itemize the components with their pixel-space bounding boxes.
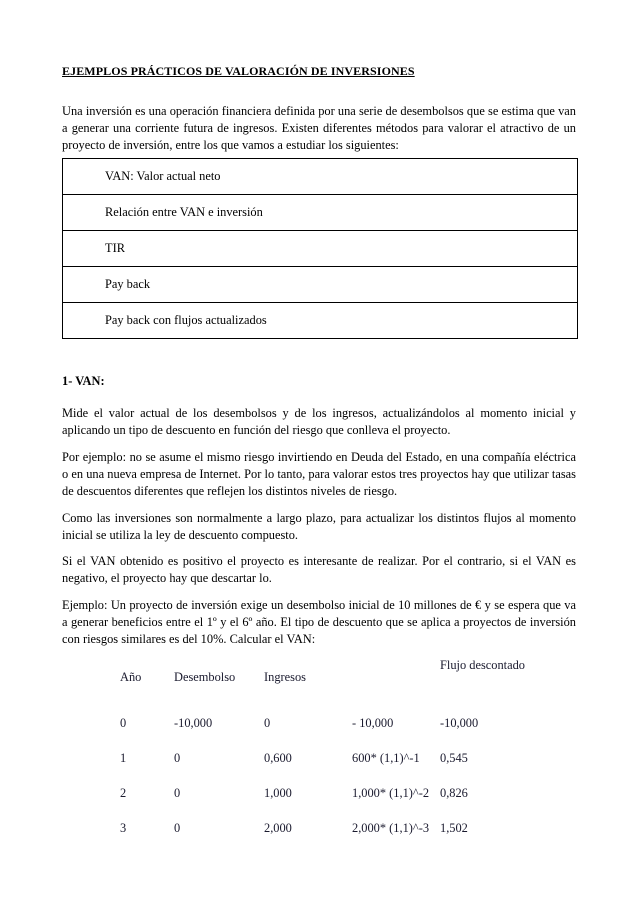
table-cell: 2,000 [264, 821, 292, 835]
table-cell: -10,000 [174, 716, 213, 730]
methods-row [63, 159, 578, 195]
table-cell: 600* (1,1)^-1 [352, 751, 420, 765]
section-heading-van: 1- VAN: [62, 374, 105, 388]
method-cell [63, 195, 578, 231]
methods-row [63, 231, 578, 267]
table-cell: - 10,000 [352, 716, 394, 730]
methods-row [63, 303, 578, 339]
table-cell: 0,545 [440, 751, 468, 765]
van-paragraph-3: Como las inversiones son normalmente a largo plazo, para actualizar los distintos flujos al momento inicial se utiliza la ley de descuento compuesto. [62, 511, 576, 543]
intro-paragraph: Una inversión es una operación financiera definida por una serie de desembolsos que se estima que van a generar una corriente futura de ingresos. Existen diferentes métodos para valorar el atractivo de un proyecto de inversión, entre los que vamos a estudiar los siguientes: [62, 104, 576, 153]
header-cell: Desembolso [174, 670, 236, 684]
method-cell [63, 231, 578, 267]
method-label: Relación entre VAN e inversión [105, 205, 263, 219]
table-cell: 0 [264, 716, 271, 730]
van-paragraph-1: Mide el valor actual de los desembolsos y de los ingresos, actualizándolos al momento inicial y aplicando un tipo de descuento en función del riesgo que conlleva el proyecto. [62, 406, 576, 438]
van-paragraph-5: Ejemplo: Un proyecto de inversión exige un desembolso inicial de 10 millones de € y se espera que va a generar beneficios entre el 1º y el 6º año. El tipo de descuento que se aplica a proyectos de inversión con riesgos similares es del 10%. Calcular el VAN: [62, 598, 576, 647]
van-paragraph-2: Por ejemplo: no se asume el mismo riesgo invirtiendo en Deuda del Estado, en una compañía eléctrica o en una nueva empresa de Internet. Por lo tanto, para valorar estos tres proyectos hay que utilizar tasas de descuentos diferentes que reflejen los distintos niveles de riesgo. [62, 450, 576, 499]
table-row [108, 786, 560, 821]
header-cell: Año [120, 670, 142, 684]
table-row [108, 821, 560, 856]
methods-row [63, 267, 578, 303]
methods-table [62, 158, 578, 339]
method-label: Pay back [105, 277, 151, 291]
example-table [108, 658, 560, 856]
table-cell: 1,000* (1,1)^-2 [352, 786, 430, 800]
header-cell [352, 658, 440, 716]
method-cell [63, 159, 578, 195]
table-cell: 0 [174, 751, 181, 765]
method-label: Pay back con flujos actualizados [105, 313, 267, 327]
table-header-row [108, 658, 560, 716]
table-cell: 0 [174, 786, 181, 800]
table-row [108, 716, 560, 751]
table-row [108, 751, 560, 786]
method-label: TIR [105, 241, 125, 255]
table-cell: 0,600 [264, 751, 292, 765]
table-cell: 0 [174, 821, 181, 835]
method-cell [63, 303, 578, 339]
table-cell: 1 [120, 751, 127, 765]
method-cell [63, 267, 578, 303]
table-cell: 0,826 [440, 786, 468, 800]
van-paragraph-4: Si el VAN obtenido es positivo el proyecto es interesante de realizar. Por el contrario, si el VAN es negativo, el proyecto hay que descartar lo. [62, 554, 576, 586]
header-cell: Ingresos [264, 670, 306, 684]
table-cell: 2,000* (1,1)^-3 [352, 821, 430, 835]
document-title: EJEMPLOS PRÁCTICOS DE VALORACIÓN DE INVERSIONES [62, 64, 415, 78]
table-cell: 0 [120, 716, 127, 730]
method-label: VAN: Valor actual neto [105, 169, 221, 183]
methods-row [63, 195, 578, 231]
table-cell: 3 [120, 821, 127, 835]
table-cell: 1,502 [440, 821, 468, 835]
header-cell: Flujo descontado [440, 658, 526, 672]
table-cell: 2 [120, 786, 127, 800]
table-cell: -10,000 [440, 716, 479, 730]
table-cell: 1,000 [264, 786, 292, 800]
